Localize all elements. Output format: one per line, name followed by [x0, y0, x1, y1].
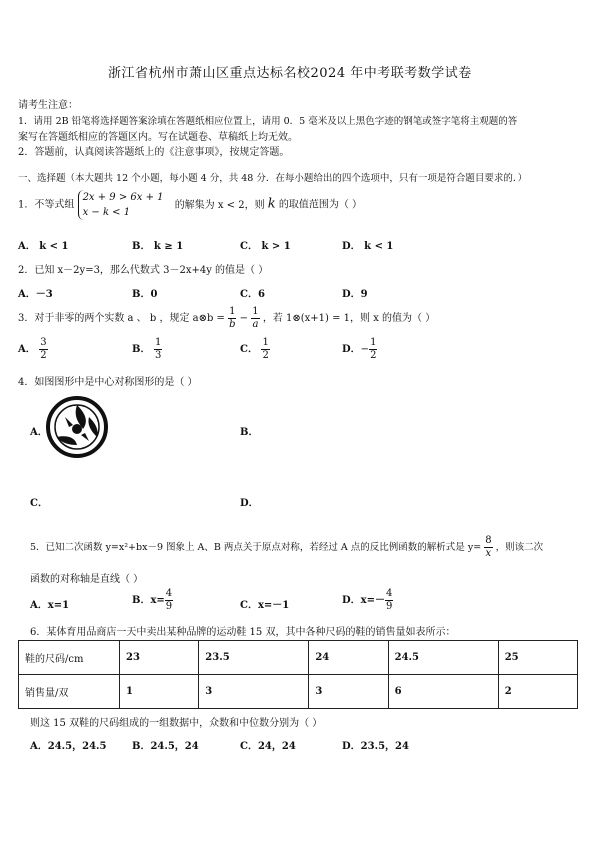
table-cell: 1	[120, 675, 199, 709]
question-2: 2．已知 x－2y=3，那么代数式 3－2x+4y 的值是（ ）	[18, 265, 269, 276]
table-cell: 2	[498, 675, 577, 709]
q1-inequality-system	[78, 190, 164, 220]
q3-prefix: 3．对于非零的两个实数 a 、 b ，规定 a⊗b =	[18, 313, 225, 324]
q5-fraction: $\frac{8}{x}$	[485, 535, 492, 559]
question-3	[18, 307, 435, 330]
q4-option-d[interactable]: D．	[240, 498, 259, 509]
q5-prefix: 5．已知二次函数 y=x²+bx－9 图象上 A、B 两点关于原点对称，若经过 A 点的反比例函数的解析式是 y=	[30, 542, 482, 553]
q4-option-a[interactable]: A．	[30, 427, 48, 438]
notice-line-1b: 案写在答题纸相应的答题区内。写在试题卷、草稿纸上均无效。	[18, 132, 298, 143]
q4-option-c[interactable]: C．	[30, 498, 48, 509]
notice-line-1a: 1．请用 2B 铅笔将选择题答案涂填在答题纸相应位置上，请用 0．5 毫米及以上黑色字迹的钢笔或签字笔将主观题的答	[18, 116, 518, 127]
table-cell: 23.5	[199, 641, 309, 675]
question-4: 4．如图图形中是中心对称图形的是（ ）	[18, 377, 198, 388]
table-cell: 3	[309, 675, 388, 709]
q3-fraction-1: $\frac{1}{b}$	[229, 306, 236, 330]
page-title: 浙江省杭州市萧山区重点达标名校2024 年中考联考数学试卷	[108, 66, 472, 81]
q2-option-a[interactable]: A．－3	[18, 289, 53, 300]
q5-option-c[interactable]: C．x=－1	[240, 600, 290, 611]
shoe-sales-table	[18, 640, 578, 709]
question-1	[18, 190, 362, 220]
notice-line-2: 2．答题前，认真阅读答题纸上的《注意事项》，按规定答题。	[18, 147, 290, 158]
section-heading: 一、选择题（本大题共 12 个小题，每小题 4 分，共 48 分．在每小题给出的四个选项中，只有一项是符合题目要求的．）	[18, 173, 528, 184]
q1-k: k	[267, 196, 276, 212]
q3-option-a[interactable]: A． $\frac{3}{2}$	[18, 337, 47, 361]
q3-fraction-2: $\frac{1}{a}$	[252, 306, 259, 330]
q6-option-d[interactable]: D．23.5，24	[342, 741, 409, 752]
q2-option-b[interactable]: B．0	[132, 289, 158, 300]
q1-prefix: 1．不等式组	[18, 199, 75, 211]
q2-option-c[interactable]: C．6	[240, 289, 265, 300]
question-6: 6．某体育用品商店一天中卖出某种品牌的运动鞋 15 双，其中各种尺码的鞋的销售量如表所示：	[30, 627, 456, 638]
q6-option-c[interactable]: C．24，24	[240, 741, 296, 752]
q1-eq1: 2x + 9 > 6x + 1	[82, 192, 164, 203]
q2-option-d[interactable]: D．9	[342, 289, 368, 300]
table-cell: 25	[498, 641, 577, 675]
q1-option-c[interactable]: C． k > 1	[240, 241, 291, 252]
table-cell: 鞋的尺码/cm	[19, 641, 120, 675]
q5-option-d[interactable]: D．x=－ $\frac{4}{9}$	[342, 588, 393, 612]
table-cell: 6	[388, 675, 498, 709]
table-cell: 销售量/双	[19, 675, 120, 709]
q1-eq2: x − k < 1	[82, 207, 131, 218]
q4-figure-a	[45, 395, 109, 459]
q3-minus: −	[239, 313, 249, 324]
table-cell: 23	[120, 641, 199, 675]
q3-option-b[interactable]: B． $\frac{1}{3}$	[132, 337, 162, 361]
table-row	[19, 641, 578, 675]
q6-option-a[interactable]: A．24.5，24.5	[30, 741, 107, 752]
q1-option-b[interactable]: B． k ≥ 1	[132, 241, 184, 252]
table-row	[19, 675, 578, 709]
q5-line-2: 函数的对称轴是直线（ ）	[30, 574, 144, 585]
q6-question: 则这 15 双鞋的尺码组成的一组数据中，众数和中位数分别为（ ）	[30, 718, 323, 729]
question-5	[30, 536, 543, 559]
q5-suffix: ，则该二次	[495, 542, 544, 553]
q3-option-c[interactable]: C． $\frac{1}{2}$	[240, 337, 269, 361]
q3-option-d[interactable]: D．− $\frac{1}{2}$	[342, 337, 377, 361]
q5-option-a[interactable]: A．x=1	[30, 600, 70, 611]
q1-option-d[interactable]: D． k < 1	[342, 241, 394, 252]
notice-heading: 请考生注意：	[18, 100, 78, 111]
q6-option-b[interactable]: B．24.5，24	[132, 741, 199, 752]
table-cell: 24.5	[388, 641, 498, 675]
q5-option-b[interactable]: B．x= $\frac{4}{9}$	[132, 588, 173, 612]
q1-middle: 的解集为 x < 2，则	[174, 199, 265, 211]
table-cell: 3	[199, 675, 309, 709]
q1-option-a[interactable]: A． k < 1	[18, 241, 69, 252]
q3-suffix: ，若 1⊗(x+1) = 1，则 x 的值为（ ）	[262, 313, 436, 324]
q1-suffix: 的取值范围为（ ）	[278, 199, 363, 211]
q4-option-b[interactable]: B．	[240, 427, 259, 438]
table-cell: 24	[309, 641, 388, 675]
